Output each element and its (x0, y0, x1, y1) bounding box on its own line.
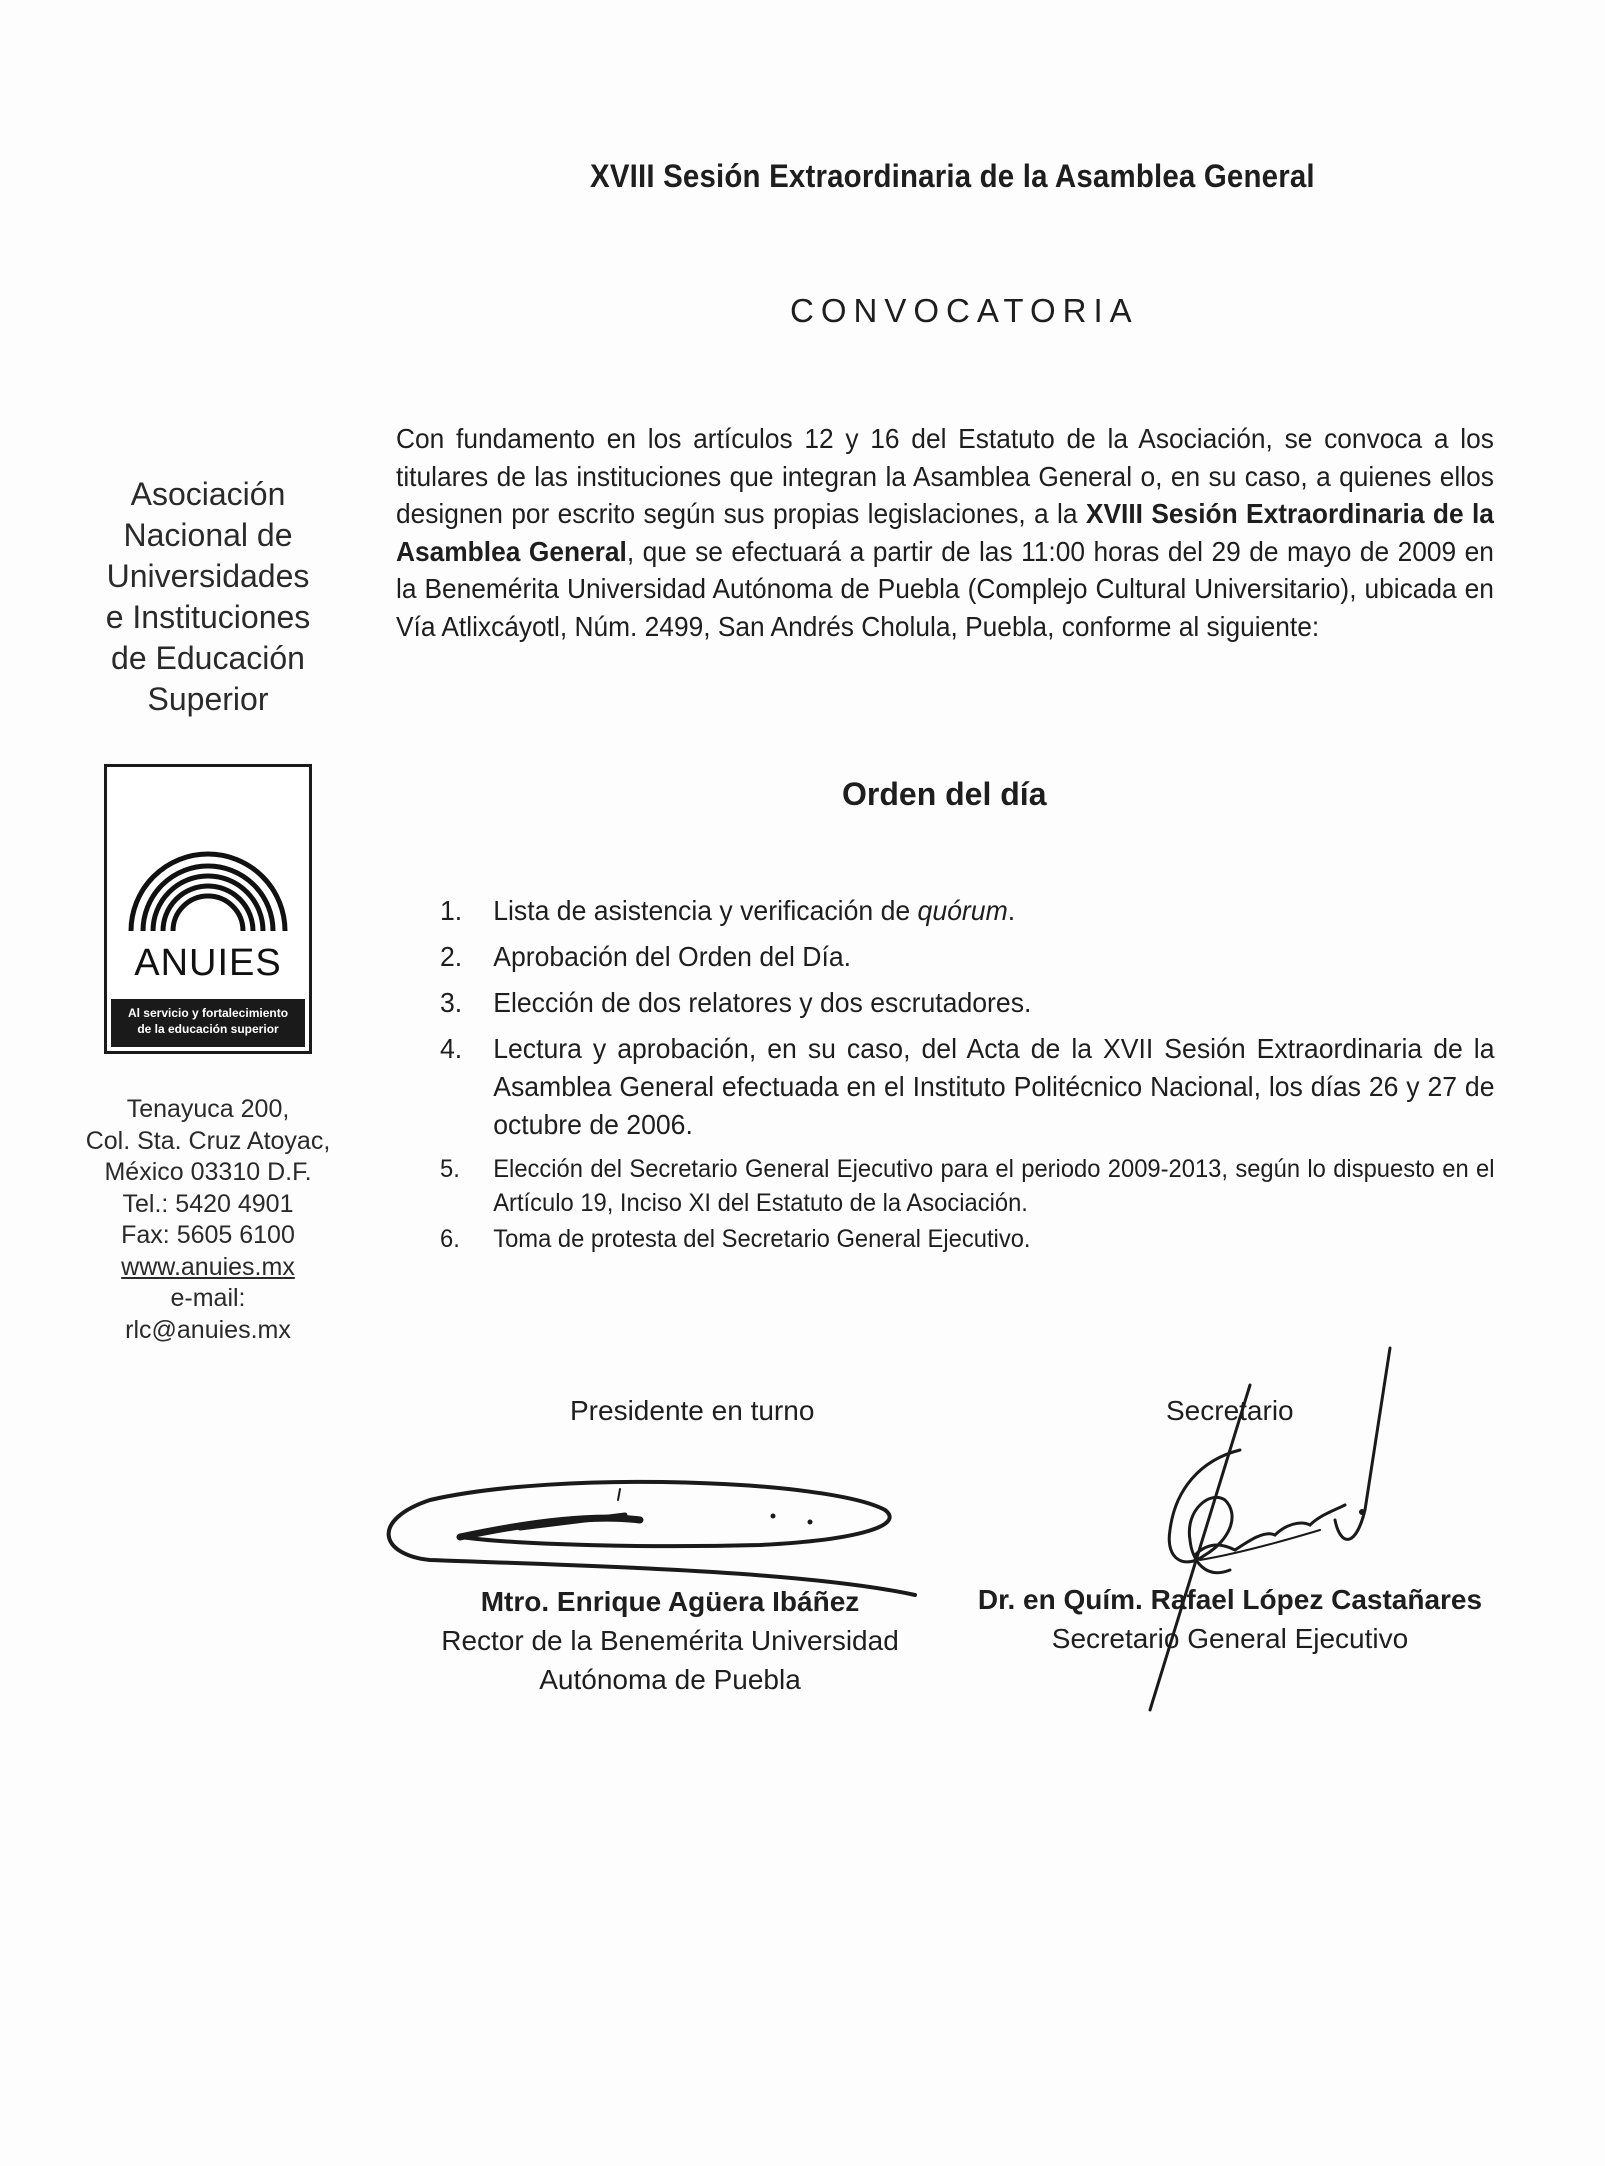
agenda-item (440, 1030, 1495, 1144)
secretary-role: Secretario General Ejecutivo (1051, 1623, 1409, 1654)
agenda-item-text: Aprobación del Orden del Día. (493, 941, 852, 972)
anuies-logo (104, 764, 312, 1054)
intro-bold-text: XVIII Sesión Extraordinaria de la Asamblea General (396, 498, 1494, 567)
agenda-item (440, 1222, 1495, 1256)
agenda-item-text: Toma de protesta del Secretario General Ejecutivo. (493, 1225, 1031, 1253)
session-title: XVIII Sesión Extraordinaria de la Asamblea General (590, 158, 1315, 194)
address-line: Tenayuca 200, (126, 1095, 290, 1123)
org-name-line: Universidades (106, 558, 310, 594)
agenda-item-number: 4. (440, 1033, 463, 1064)
intro-text: , que se efectuará a partir de las 11:00 horas del 29 de mayo de 2009 en la Benemérita Universidad Autónoma de Puebla (Complejo Cultural Universitario), ubicada en Vía Atlixcáyotl, Núm. 2499, San Andrés Cholula, Puebla, conforme al siguiente: (396, 535, 1494, 642)
email-label: e-mail: (170, 1284, 246, 1312)
intro-paragraph (396, 420, 1494, 645)
agenda-title: Orden del día (842, 776, 1047, 812)
secretary-signer (955, 1580, 1505, 1658)
agenda-list (440, 892, 1495, 1258)
agenda-item-text-part: Lista de asistencia y verificación de (493, 895, 918, 926)
agenda-item (440, 984, 1495, 1022)
contact-info (78, 1094, 338, 1346)
agenda-item-suffix: . (1007, 895, 1016, 926)
president-role: Autónoma de Puebla (539, 1664, 801, 1695)
address-line: Col. Sta. Cruz Atoyac, (85, 1126, 331, 1155)
agenda-item-number: 3. (440, 987, 463, 1018)
president-signer (420, 1582, 920, 1699)
president-name: Mtro. Enrique Agüera Ibáñez (480, 1586, 860, 1617)
agenda-item-number: 1. (440, 895, 463, 926)
agenda-item-text: Elección de dos relatores y dos escrutadores. (493, 987, 1032, 1018)
agenda-item (440, 892, 1495, 930)
agenda-item-text: Lectura y aprobación, en su caso, del Acta de la XVII Sesión Extraordinaria de la Asamblea General efectuada en el Instituto Politécnico Nacional, los días 26 y 27 de octubre de 2006. (493, 1033, 1495, 1140)
president-label: Presidente en turno (570, 1395, 815, 1426)
telephone: Tel.: 5420 4901 (122, 1189, 294, 1218)
agenda-item (440, 938, 1495, 976)
concentric-arcs-icon (121, 781, 295, 941)
org-name-line: Nacional de (123, 517, 293, 553)
fax: Fax: 5605 6100 (121, 1221, 295, 1249)
agenda-item-number: 6. (440, 1225, 460, 1253)
agenda-item-text: Elección del Secretario General Ejecutivo para el periodo 2009-2013, según lo dispuesto en el Artículo 19, Inciso XI del Estatuto de la Asociación. (493, 1155, 1495, 1217)
agenda-item-number: 2. (440, 941, 463, 972)
secretary-name: Dr. en Quím. Rafael López Castañares (977, 1584, 1483, 1615)
secretary-label: Secretario (1166, 1395, 1294, 1426)
org-name-line: de Educación (111, 640, 305, 676)
organization-name (78, 474, 338, 720)
city-line: México 03310 D.F. (104, 1158, 312, 1186)
website-link[interactable]: www.anuies.mx (121, 1252, 295, 1281)
agenda-item-number: 5. (440, 1155, 460, 1183)
agenda-item-text (493, 892, 1494, 930)
sidebar (78, 474, 338, 1346)
president-role: Rector de la Benemérita Universidad (441, 1625, 899, 1656)
agenda-item-italic: quórum (917, 895, 1008, 926)
convocatoria-heading: CONVOCATORIA (790, 292, 1139, 329)
logo-tagline-line: de la educación superior (137, 1022, 279, 1036)
org-name-line: Asociación (130, 476, 286, 512)
logo-name: ANUIES (134, 942, 282, 984)
logo-tagline (111, 999, 305, 1047)
intro-text: Con fundamento en los artículos 12 y 16 del Estatuto de la Asociación, se convoca a los titulares de las instituciones que integran la Asamblea General o, en su caso, a quienes ellos designen por escrito según sus propias legislaciones, a la (396, 423, 1494, 529)
logo-tagline-line: Al servicio y fortalecimiento (127, 1006, 289, 1020)
agenda-item (440, 1152, 1495, 1220)
email-address[interactable]: rlc@anuies.mx (125, 1315, 291, 1344)
org-name-line: Superior (147, 681, 269, 717)
org-name-line: e Instituciones (105, 599, 311, 635)
